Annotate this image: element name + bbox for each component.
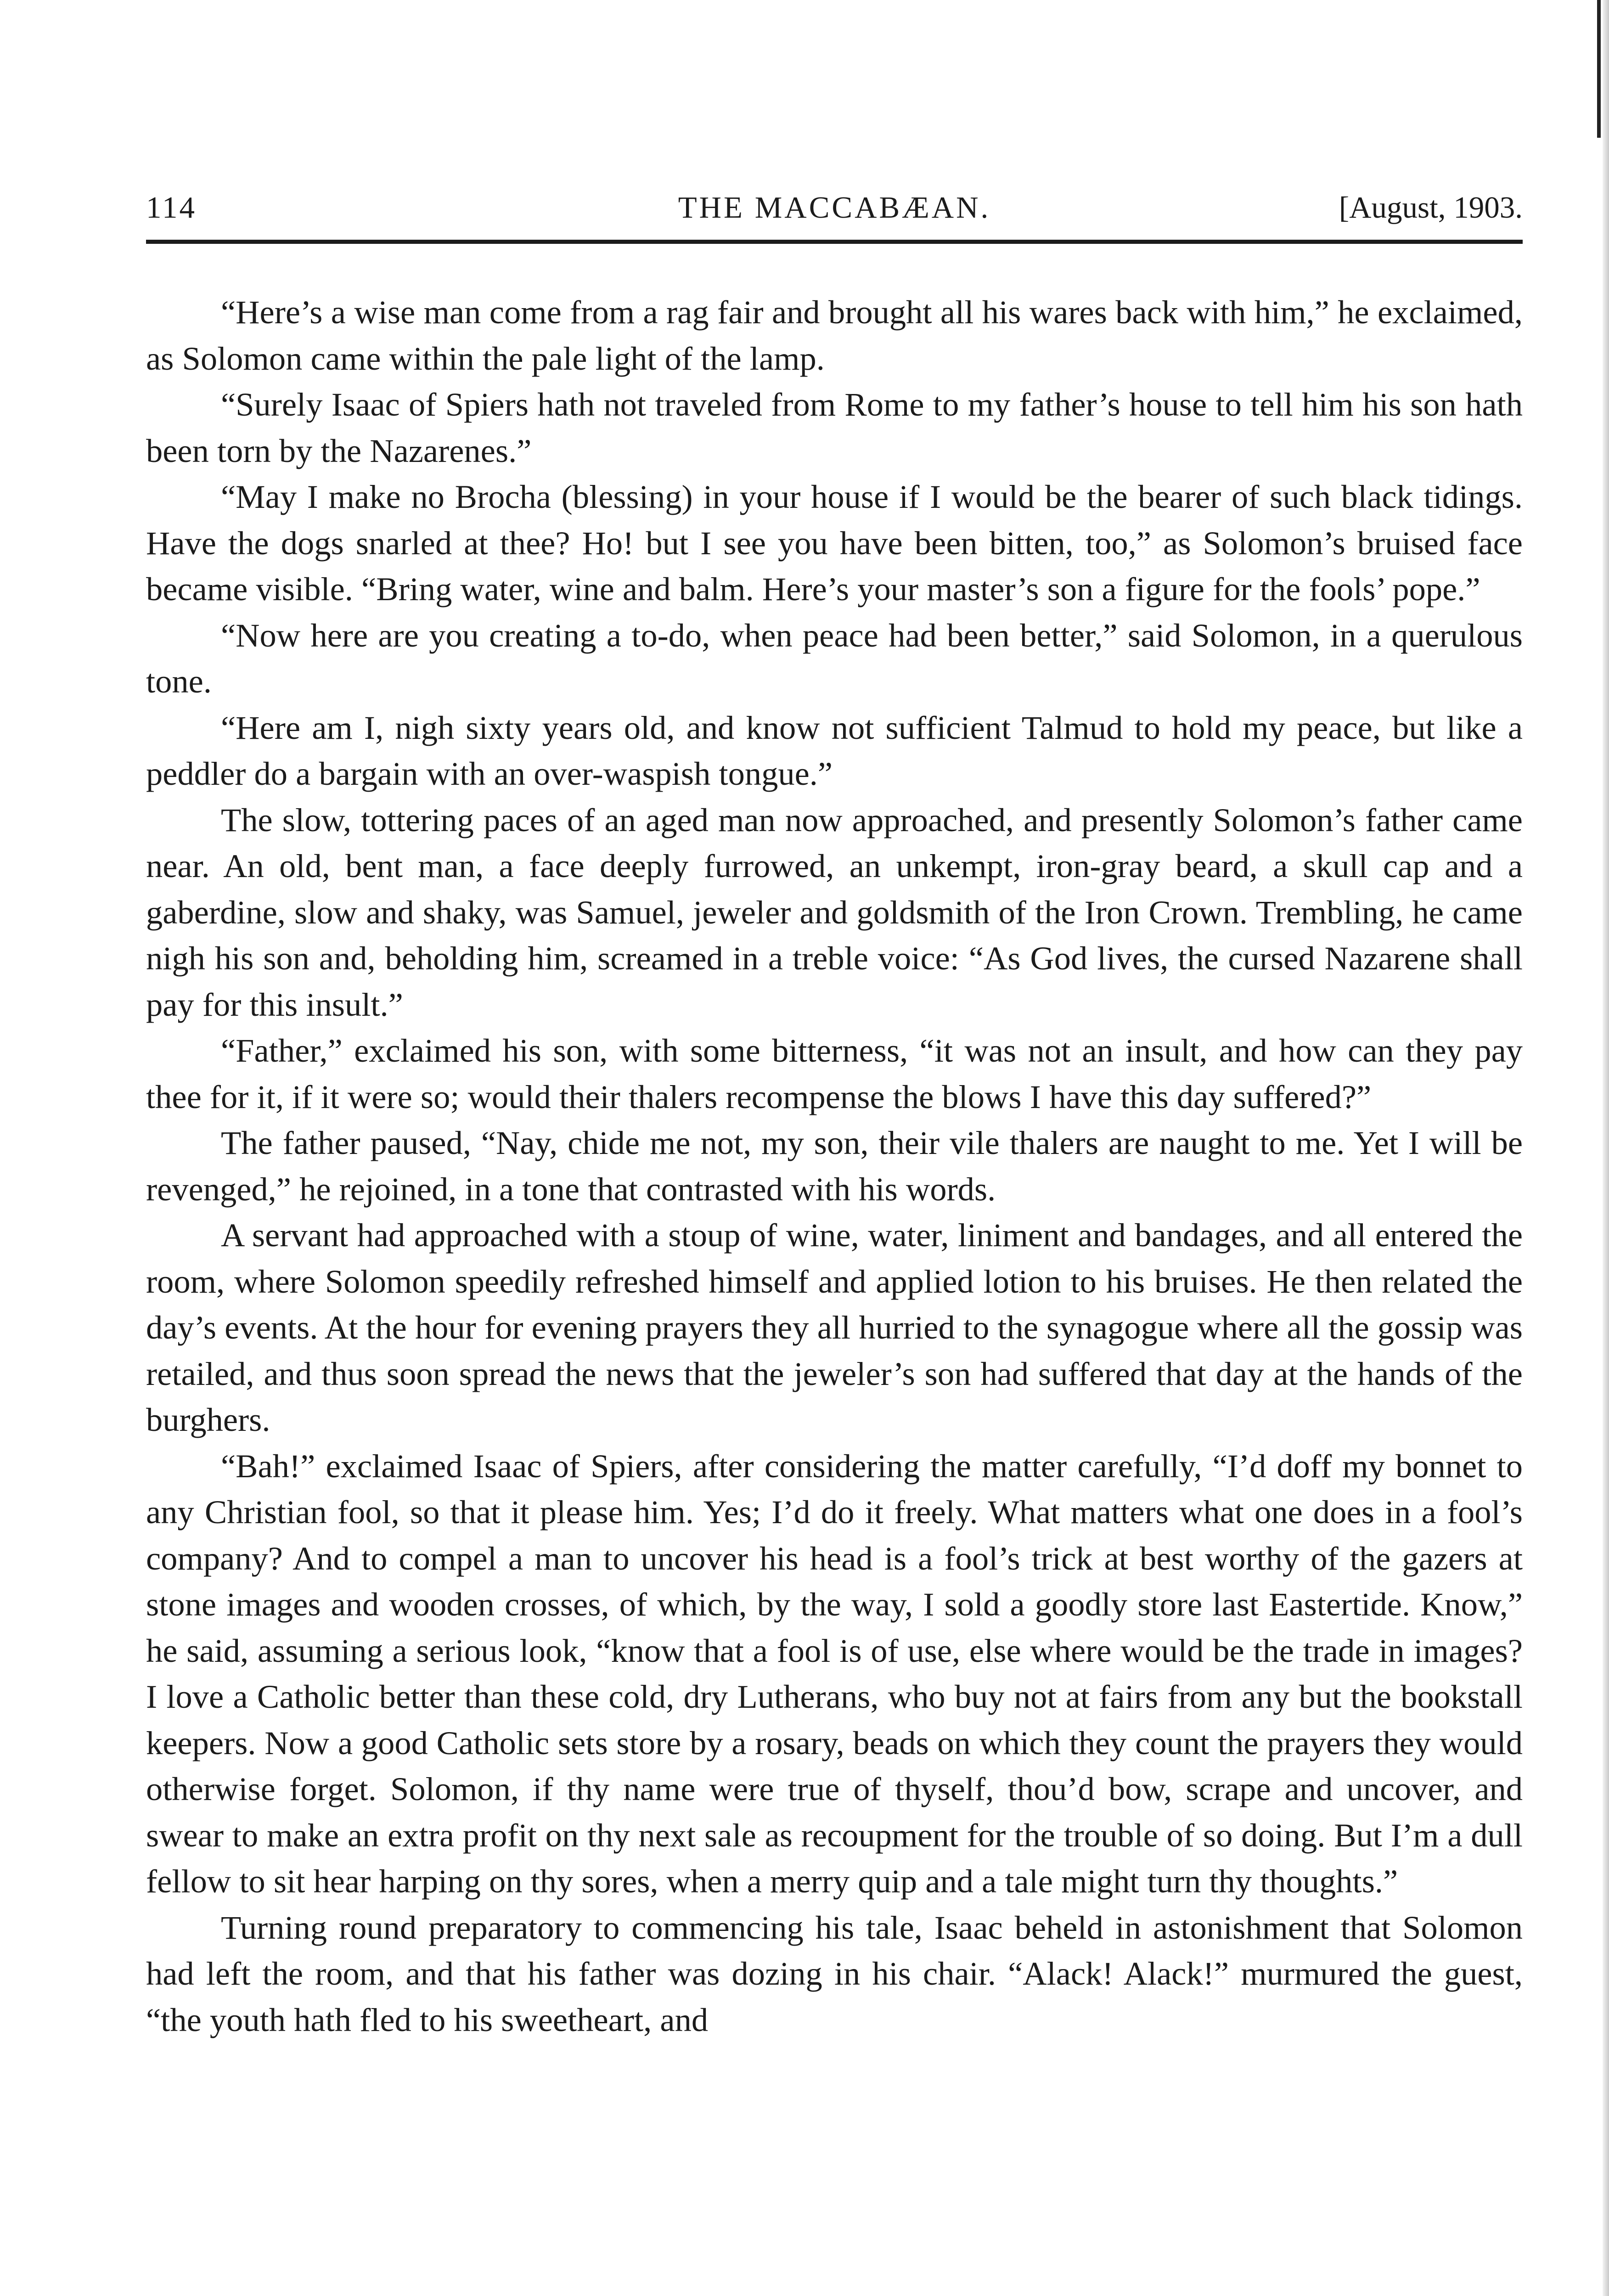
page-number: 114 <box>146 191 197 225</box>
page-edge-mark <box>1597 0 1601 138</box>
article-body <box>146 289 1523 2043</box>
issue-date: [August, 1903. <box>1339 191 1523 225</box>
paragraph: “Bah!” exclaimed Isaac of Spiers, after considering the matter carefully, “I’d doff my bonnet to any Christian fool, so that it please him. Yes; I’d do it freely. What matters what one does in a fool’s company? And to compel a man to uncover his head is a fool’s trick at best worthy of the gazers at stone images and wooden crosses, of which, by the way, I sold a goodly store last Eastertide. Know,” he said, assuming a serious look, “know that a fool is of use, else where would be the trade in images? I love a Catholic better than these cold, dry Lutherans, who buy not at fairs from any but the bookstall keepers. Now a good Catholic sets store by a rosary, beads on which they count the prayers they would otherwise forget. Solomon, if thy name were true of thyself, thou’d bow, scrape and uncover, and swear to make an extra profit on thy next sale as recoupment for the trouble of so doing. But I’m a dull fellow to sit hear harping on thy sores, when a merry quip and a tale might turn thy thoughts.” <box>146 1447 1523 1900</box>
paragraph: Turning round preparatory to commencing his tale, Isaac beheld in astonishment that Solomon had left the room, and that his father was dozing in his chair. “Alack! Alack!” murmured the guest, “the youth hath fled to his sweetheart, and <box>146 1908 1523 2038</box>
paragraph: “Now here are you creating a to-do, when peace had been better,” said Solomon, in a querulous tone. <box>146 616 1523 700</box>
paragraph: The slow, tottering paces of an aged man now approached, and presently Solomon’s father came near. An old, bent man, a face deeply furrowed, an unkempt, iron-gray beard, a skull cap and a gaberdine, slow and shaky, was Samuel, jeweler and goldsmith of the Iron Crown. Trembling, he came nigh his son and, beholding him, screamed in a treble voice: “As God lives, the cursed Nazarene shall pay for this insult.” <box>146 801 1523 1023</box>
paragraph: A servant had approached with a stoup of wine, water, liniment and bandages, and all entered the room, where Solomon speedily refreshed himself and applied lotion to his bruises. He then related the day’s events. At the hour for evening prayers they all hurried to the synagogue where all the gossip was retailed, and thus soon spread the news that the jeweler’s son had suffered that day at the hands of the burghers. <box>146 1216 1523 1438</box>
journal-title: THE MACCABÆAN. <box>678 191 991 225</box>
running-header <box>146 180 1523 235</box>
paragraph: “May I make no Brocha (blessing) in your house if I would be the bearer of such black tidings. Have the dogs snarled at thee? Ho! but I see you have been bitten, too,” as Solomon’s bruised face became visible. “Bring water, wine and balm. Here’s your master’s son a figure for the fools’ pope.” <box>146 478 1523 608</box>
paragraph: The father paused, “Nay, chide me not, my son, their vile thalers are naught to me. Yet I will be revenged,” he rejoined, in a tone that contrasted with his words. <box>146 1124 1523 1208</box>
page-edge-shadow <box>1603 0 1609 2296</box>
paragraph: “Father,” exclaimed his son, with some bitterness, “it was not an insult, and how can they pay thee for it, if it were so; would their thalers recompense the blows I have this day suffered?” <box>146 1032 1523 1115</box>
header-rule <box>146 240 1523 244</box>
paragraph: “Surely Isaac of Spiers hath not traveled from Rome to my father’s house to tell him his son hath been torn by the Nazarenes.” <box>146 386 1523 469</box>
paragraph: “Here am I, nigh sixty years old, and know not sufficient Talmud to hold my peace, but like a peddler do a bargain with an over-waspish tongue.” <box>146 709 1523 792</box>
paragraph: “Here’s a wise man come from a rag fair and brought all his wares back with him,” he exclaimed, as Solomon came within the pale light of the lamp. <box>146 293 1523 377</box>
